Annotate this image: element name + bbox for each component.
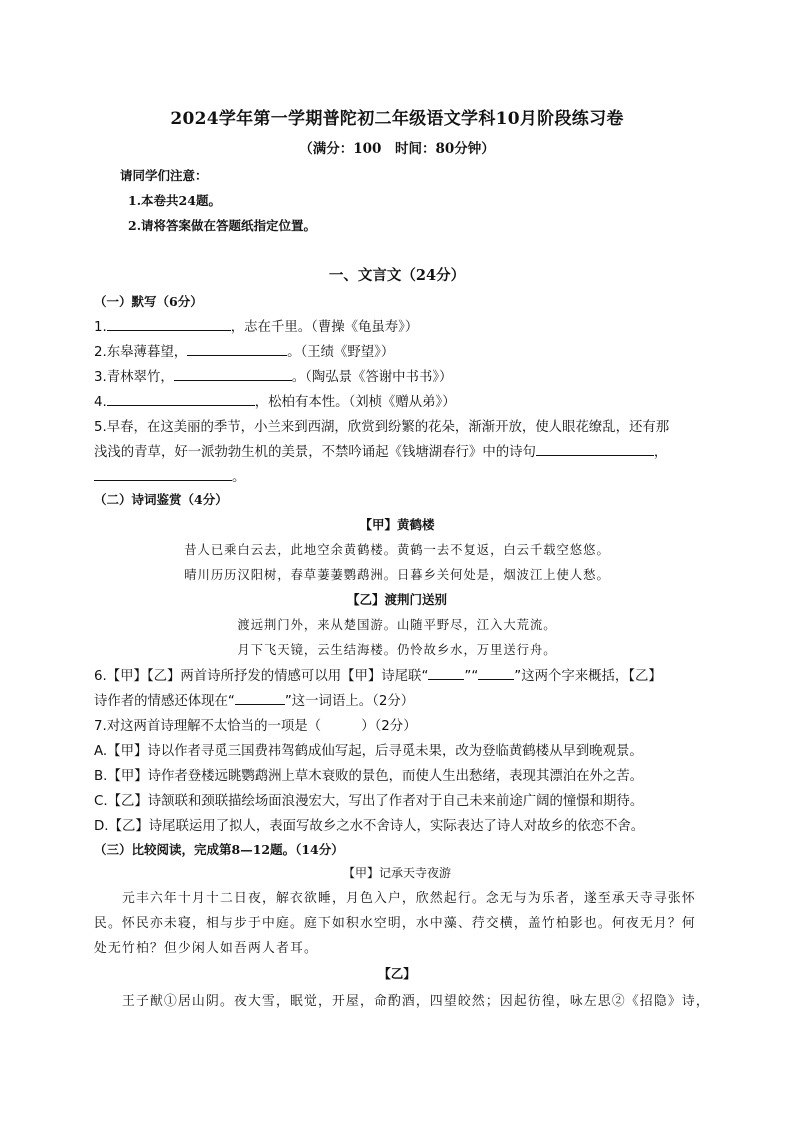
poem-a-line: 昔人已乘白云去，此地空余黄鹤楼。黄鹤一去不复返，白云千载空悠悠。 <box>184 543 610 557</box>
part2-heading: （二）诗词鉴赏（4分） <box>94 492 228 507</box>
question-2 <box>94 341 394 360</box>
q3-suffix: 。（陶弘景《答谢中书书》） <box>291 370 453 385</box>
q4-prefix: 4. <box>94 395 107 410</box>
question-5-line2 <box>94 441 667 460</box>
answer-blank[interactable] <box>94 466 232 481</box>
text-a-line: 元丰六年十月十二日夜，解衣欲睡，月色入户，欣然起行。念无与为乐者，遂至承天寺寻张怀 <box>122 891 696 906</box>
question-5-line3 <box>94 466 245 485</box>
answer-blank[interactable] <box>107 391 255 406</box>
exam-title: 2024学年第一学期普陀初二年级语文学科10月阶段练习卷 <box>170 109 624 129</box>
answer-blank[interactable] <box>478 665 514 680</box>
answer-blank[interactable] <box>428 665 464 680</box>
notice-item: 1.本卷共24题。 <box>128 193 221 208</box>
q3-prefix: 3.青林翠竹， <box>94 370 174 385</box>
q6-text: 6.【甲】【乙】两首诗所抒发的情感可以用【甲】诗尾联“ <box>94 669 429 684</box>
question-7-stem: 7.对这两首诗理解不太恰当的一项是（ ）（2分） <box>94 719 417 734</box>
q5-period: 。 <box>232 470 246 485</box>
poem-a-line: 晴川历历汉阳树，春草萋萋鹦鹉洲。日暮乡关何处是，烟波江上使人愁。 <box>184 568 610 582</box>
question-7-option[interactable]: C.【乙】诗颔联和颈联描绘场面浪漫宏大，写出了作者对于自己未来前途广阔的憧憬和期待。 <box>94 794 644 809</box>
answer-blank[interactable] <box>187 341 287 356</box>
question-4 <box>94 391 456 410</box>
text-b-line: 王子猷①居山阴。夜大雪，眠觉，开屋，命酌酒，四望皎然；因起彷徨，咏左思②《招隐》诗， <box>122 994 710 1009</box>
q4-suffix: ，松柏有本性。（刘桢《赠从弟》） <box>254 395 456 410</box>
q5-comma: ， <box>653 445 668 460</box>
section-title: 一、文言文（24分） <box>328 267 466 284</box>
text-b-title: 【乙】 <box>378 966 416 981</box>
text-a-line: 民。怀民亦未寝，相与步于中庭。庭下如积水空明，水中藻、荇交横，盖竹柏影也。何夜无月？何 <box>94 916 696 931</box>
q6-text: 诗作者的情感还体现在“ <box>94 694 235 709</box>
q2-prefix: 2.东皋薄暮望， <box>94 345 188 360</box>
poem-b-line: 渡远荆门外，来从楚国游。山随平野尽，江入大荒流。 <box>237 618 557 632</box>
question-7-option[interactable]: B.【甲】诗作者登楼远眺鹦鹉洲上草木衰败的景色，而使人生出愁绪，表现其漂泊在外之苦。 <box>94 769 644 784</box>
q6-quote: ”“ <box>464 669 479 684</box>
q2-suffix: 。（王绩《野望》） <box>287 345 395 360</box>
q6-text: ”这两个字来概括，【乙】 <box>514 669 662 684</box>
exam-subtitle: （满分：100 时间：80分钟） <box>299 141 495 157</box>
answer-blank[interactable] <box>235 690 285 705</box>
q1-suffix: ，志在千里。（曹操《龟虽寿》） <box>230 320 419 335</box>
question-5-line1: 5.早春，在这美丽的季节，小兰来到西湖，欣赏到纷繁的花朵，渐渐开放，使人眼花缭乱，还有那 <box>94 420 670 435</box>
q6-text: ”这一词语上。（2分） <box>284 694 415 709</box>
poem-b-line: 月下飞天镜，云生结海楼。仍怜故乡水，万里送行舟。 <box>237 643 557 657</box>
question-7-option[interactable]: A.【甲】诗以作者寻觅三国费祎驾鹤成仙写起，后寻觅未果，改为登临黄鹤楼从早到晚观景。 <box>94 744 643 759</box>
question-1 <box>94 316 418 335</box>
answer-blank[interactable] <box>174 366 292 381</box>
q5-text: 浅浅的青草，好一派勃勃生机的美景，不禁吟诵起《钱塘湖春行》中的诗句 <box>94 445 536 460</box>
text-a-title: 【甲】记承天寺夜游 <box>342 866 451 880</box>
text-a-line: 处无竹柏？但少闲人如吾两人者耳。 <box>94 941 318 956</box>
answer-blank[interactable] <box>536 441 654 456</box>
q1-prefix: 1. <box>94 320 107 335</box>
poem-b-title: 【乙】渡荆门送别 <box>346 592 447 607</box>
notice-heading: 请同学们注意： <box>120 168 208 183</box>
notice-item: 2.请将答案做在答题纸指定位置。 <box>128 218 317 233</box>
question-7-option[interactable]: D.【乙】诗尾联运用了拟人，表面写故乡之水不舍诗人，实际表达了诗人对故乡的依恋不舍。 <box>94 819 645 834</box>
question-6-line1 <box>94 665 662 684</box>
poem-a-title: 【甲】黄鹤楼 <box>359 517 435 532</box>
question-3 <box>94 366 452 385</box>
part1-heading: （一）默写（6分） <box>94 294 203 309</box>
question-6-line2 <box>94 690 414 709</box>
answer-blank[interactable] <box>107 316 231 331</box>
part3-heading: （三）比较阅读，完成第8—12题。（14分） <box>94 842 344 857</box>
